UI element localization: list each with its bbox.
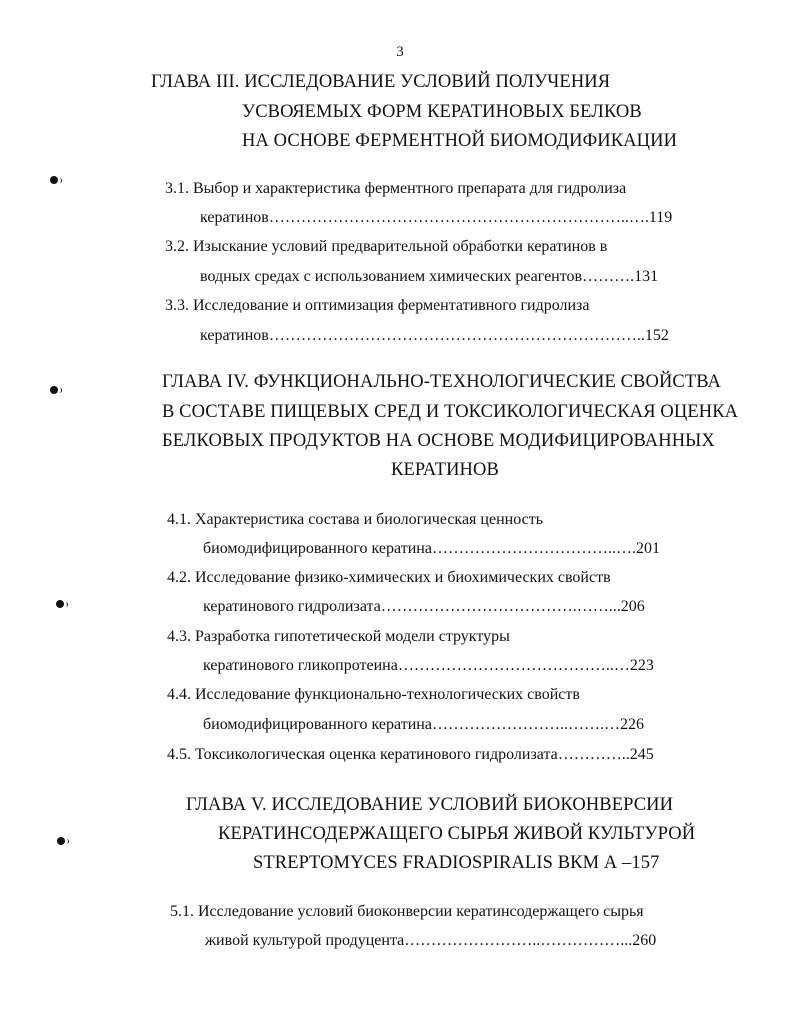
chapter3-title-line: УСВОЯЕМЫХ ФОРМ КЕРАТИНОВЫХ БЕЛКОВ: [242, 102, 642, 122]
toc-entry-5-1: 5.1. Исследование условий биоконверсии кератинсодержащего сырья: [170, 903, 644, 920]
chapter5-title-line: STREPTOMYCES FRADIOSPIRALIS ВКМ А –157: [253, 853, 660, 873]
toc-entry-4-2-cont: кератинового гидролизата……………………………….……...206: [203, 598, 645, 615]
toc-entry-3-3: 3.3. Исследование и оптимизация ферментативного гидролиза: [165, 297, 590, 314]
toc-entry-5-1-cont: живой культурой продуцента……………………..……………...260: [205, 932, 657, 949]
binding-hole-mark: [50, 386, 58, 394]
binding-hole-mark: [50, 176, 58, 184]
binding-hole-mark: [56, 600, 64, 608]
toc-entry-3-3-cont: кератинов……………………………………………………………..152: [200, 327, 669, 344]
chapter5-title-line: КЕРАТИНСОДЕРЖАЩЕГО СЫРЬЯ ЖИВОЙ КУЛЬТУРОЙ: [218, 824, 696, 844]
toc-entry-4-4-cont: биомодифицированного кератина……………………..…….…226: [203, 716, 644, 733]
toc-entry-3-2-cont: водных средах с использованием химических реагентов……….131: [200, 268, 659, 285]
chapter4-title-line: В СОСТАВЕ ПИЩЕВЫХ СРЕД И ТОКСИКОЛОГИЧЕСКАЯ ОЦЕНКА: [162, 402, 739, 422]
chapter4-title-line: КЕРАТИНОВ: [391, 460, 499, 480]
chapter5-title-line: ГЛАВА V. ИССЛЕДОВАНИЕ УСЛОВИЙ БИОКОНВЕРСИИ: [186, 795, 674, 815]
toc-entry-3-1: 3.1. Выбор и характеристика ферментного препарата для гидролиза: [165, 180, 627, 197]
chapter3-title-line: НА ОСНОВЕ ФЕРМЕНТНОЙ БИОМОДИФИКАЦИИ: [242, 131, 678, 151]
toc-entry-4-1: 4.1. Характеристика состава и биологическая ценность: [167, 511, 543, 528]
toc-entry-4-5: 4.5. Токсикологическая оценка кератинового гидролизата…………..245: [167, 746, 654, 763]
page-number: 3: [396, 44, 404, 60]
toc-entry-3-1-cont: кератинов…………………………………………………………..….119: [200, 209, 673, 226]
toc-entry-4-3-cont: кератинового гликопротеина…………………………………..…223: [203, 657, 654, 674]
chapter3-title-line: ГЛАВА III. ИССЛЕДОВАНИЕ УСЛОВИЙ ПОЛУЧЕНИЯ: [151, 72, 611, 92]
toc-entry-4-2: 4.2. Исследование физико-химических и биохимических свойств: [167, 569, 611, 586]
toc-entry-4-1-cont: биомодифицированного кератина……………………………..….201: [203, 540, 660, 557]
chapter4-title-line: БЕЛКОВЫХ ПРОДУКТОВ НА ОСНОВЕ МОДИФИЦИРОВАННЫХ: [162, 431, 715, 451]
toc-entry-4-3: 4.3. Разработка гипотетической модели структуры: [167, 628, 510, 645]
toc-entry-3-2: 3.2. Изыскание условий предварительной обработки кератинов в: [165, 238, 608, 255]
binding-hole-mark: [57, 837, 65, 845]
toc-entry-4-4: 4.4. Исследование функционально-технологических свойств: [167, 686, 580, 703]
chapter4-title-line: ГЛАВА IV. ФУНКЦИОНАЛЬНО-ТЕХНОЛОГИЧЕСКИЕ СВОЙСТВА: [162, 372, 721, 392]
